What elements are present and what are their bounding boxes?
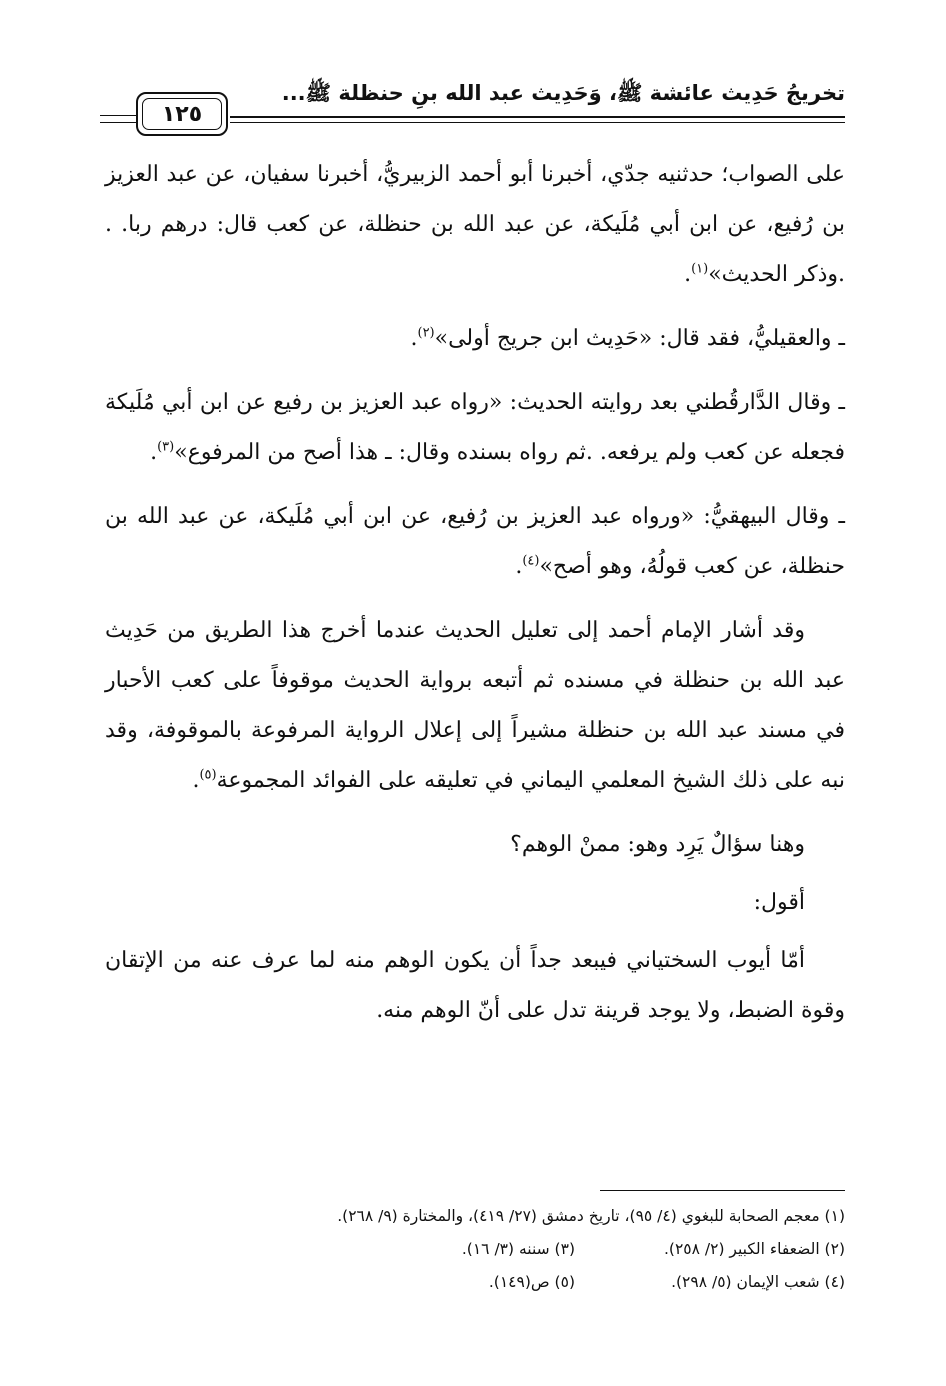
- footnote-ref: (٢): [417, 325, 435, 341]
- paragraph-text: ـ والعقيليُّ، فقد قال: «حَدِيث ابن جريج أولى»: [434, 326, 845, 351]
- footnote-row: [105, 1233, 845, 1266]
- footnote-ref: (٤): [522, 553, 540, 569]
- paragraph: ـ والعقيليُّ، فقد قال: «حَدِيث ابن جريج أولى»$^{(٢)}$.: [410, 325, 845, 351]
- header-rule-thin: [230, 122, 845, 123]
- header-rule: [230, 116, 845, 118]
- paragraph: ـ وقال الدَّارقُطني بعد روايته الحديث: «رواه عبد العزيز بن رفيع عن ابن أبي مُلَيكة فجعله عن كعب ولم يرفعه. .ثم رواه بسنده وقال: ـ هذا أصح من المرفوع»$^{(٣)}$.: [105, 390, 845, 465]
- paragraph-text: على الصواب؛ حدثنيه جدّي، أخبرنا أبو أحمد الزبيريُّ، أخبرنا سفيان، عن عبد العزيز بن رُفيع، عن ابن أبي مُلَيكة، عن عبد الله بن حنظلة، عن كعب قال: درهم ربا. . .وذكر الحديث»: [105, 162, 845, 287]
- footnote-ref: (٥): [199, 767, 217, 783]
- page-header: [100, 72, 845, 132]
- footnote: (٣) سننه (٣/ ١٦).: [461, 1240, 575, 1258]
- footnote-row: [105, 1200, 845, 1233]
- paragraph: على الصواب؛ حدثنيه جدّي، أخبرنا أبو أحمد الزبيريُّ، أخبرنا سفيان، عن عبد العزيز بن رُفيع، عن ابن أبي مُلَيكة، عن عبد الله بن حنظلة، عن كعب قال: درهم ربا. . .وذكر الحديث»$^{(١)}$.: [105, 162, 845, 287]
- footnote: (٢) الضعفاء الكبير (٢/ ٢٥٨).: [663, 1240, 845, 1258]
- footnote-ref: (٣): [157, 439, 175, 455]
- paragraph: [105, 936, 845, 1036]
- footnote: (١) معجم الصحابة للبغوي (٤/ ٩٥)، تاريخ دمشق (٢٧/ ٤١٩)، والمختارة (٩/ ٢٦٨).: [337, 1207, 845, 1225]
- side-rule: [100, 122, 136, 123]
- paragraph-text: أمّا أيوب السختياني فيبعد جداً أن يكون الوهم منه لما عرف عنه من الإتقان وقوة الضبط، ولا يوجد قرينة تدل على أنّ الوهم منه.: [105, 948, 845, 1023]
- footnote: (٥) ص(١٤٩).: [488, 1273, 575, 1291]
- footnote: (٤) شعب الإيمان (٥/ ٢٩٨).: [671, 1273, 845, 1291]
- paragraph: [105, 820, 845, 870]
- footnotes: [105, 1200, 845, 1299]
- footnote-row: [105, 1266, 845, 1299]
- paragraph: وقد أشار الإمام أحمد إلى تعليل الحديث عندما أخرج هذا الطريق من حَدِيث عبد الله بن حنظلة في مسنده ثم أتبعه برواية الحديث موقوفاً على كعب الأحبار في مسند عبد الله بن حنظلة مشيراً إلى إعلال الرواية المرفوعة بالموقوفة، وقد نبه على ذلك الشيخ المعلمي اليماني في تعليقه على الفوائد المجموعة$^{(٥)}$.: [105, 618, 845, 793]
- side-rule: [100, 115, 136, 116]
- running-title: تخريجُ حَدِيث عائشة ﷺ، وَحَدِيث عبد الله بنِ حنظلة ﷺ...: [281, 81, 845, 105]
- paragraph-text: أقول:: [753, 890, 805, 915]
- paragraph-text: وهنا سؤالٌ يَرِد وهو: ممنْ الوهم؟: [510, 832, 805, 857]
- paragraph-text: ـ وقال الدَّارقُطني بعد روايته الحديث: «رواه عبد العزيز بن رفيع عن ابن أبي مُلَيكة فجعله عن كعب ولم يرفعه. .ثم رواه بسنده وقال: ـ هذا أصح من المرفوع»: [105, 390, 845, 465]
- page-number-badge: [136, 92, 228, 136]
- paragraph-text: ـ وقال البيهقيُّ: «ورواه عبد العزيز بن رُفيع، عن ابن أبي مُلَيكة، عن عبد الله بن حنظلة، عن كعب قولُهُ، وهو أصح»: [105, 504, 845, 579]
- footnote-ref: (١): [691, 261, 709, 277]
- paragraph-text: وقد أشار الإمام أحمد إلى تعليل الحديث عندما أخرج هذا الطريق من حَدِيث عبد الله بن حنظلة في مسنده ثم أتبعه برواية الحديث موقوفاً على كعب الأحبار في مسند عبد الله بن حنظلة مشيراً إلى إعلال الرواية المرفوعة بالموقوفة، وقد نبه على ذلك الشيخ المعلمي اليماني في تعليقه على الفوائد المجموعة: [105, 618, 845, 793]
- footnote-separator: [600, 1190, 845, 1191]
- paragraph: ـ وقال البيهقيُّ: «ورواه عبد العزيز بن رُفيع، عن ابن أبي مُلَيكة، عن عبد الله بن حنظلة، عن كعب قولُهُ، وهو أصح»$^{(٤)}$.: [105, 504, 845, 579]
- page-number: ١٢٥: [161, 101, 203, 127]
- paragraph: [105, 878, 845, 928]
- main-text: [105, 150, 845, 1050]
